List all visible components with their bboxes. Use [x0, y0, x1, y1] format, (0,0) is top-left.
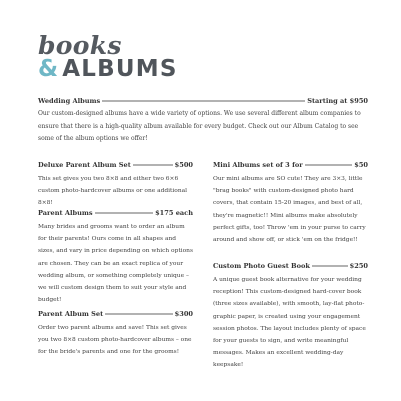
item-description: A unique guest book alternative for your wedding reception! This custom-designed hard-cover book (three sizes available), with smooth, lay-flat photo-graphic paper, is created using your engagement session photos. The layout includes plenty of space for your guests to sign, and write meaningful messages. Makes an excellent wedding-day keepsake! [213, 277, 366, 369]
wedding-albums-price: Starting at $950 [307, 97, 368, 105]
leader-line [305, 165, 352, 166]
leader-line [95, 213, 153, 214]
leader-line [102, 101, 305, 102]
item-title: Deluxe Parent Album Set [38, 161, 131, 169]
item-heading [38, 209, 193, 217]
page-title-albums [38, 58, 178, 81]
item-heading [213, 262, 368, 270]
item-heading [38, 161, 193, 169]
item-price: $300 [174, 310, 193, 318]
ampersand: & [38, 56, 60, 82]
wedding-albums-heading [38, 97, 368, 105]
parent-album-set [38, 310, 193, 359]
item-title: Parent Album Set [38, 310, 104, 318]
item-price: $175 each [155, 209, 193, 217]
leader-line [312, 266, 348, 267]
item-price: $250 [349, 262, 368, 270]
item-price: $500 [174, 161, 193, 169]
item-description: Many brides and grooms want to order an album for their parents! Ours come in all shapes and sizes, and vary in price depending on which options are chosen. They can be an exact replica of your wedding album, or something completely unique – we will custom design them to suit your style and budget! [38, 224, 193, 304]
item-description: This set gives you two 8×8 and either two 6×6 custom photo-hardcover albums or one additional 8×8! [38, 176, 188, 207]
item-description: Our mini albums are SO cute! They are 3×3, little "brag books" with custom-designed photo hard covers, that contain 15-20 images, and best of all, they're magnetic!! Mini albums make absolutely perfect gifts, too! Throw 'em in your purse to carry around and show off, or stick 'em on the fridge!! [213, 176, 366, 244]
page-title-albums-word: ALBUMS [62, 56, 178, 82]
item-title: Parent Albums [38, 209, 93, 217]
mini-albums-set [213, 161, 368, 246]
item-price: $50 [354, 161, 368, 169]
item-heading [38, 310, 193, 318]
item-title: Custom Photo Guest Book [213, 262, 310, 270]
leader-line [105, 314, 172, 315]
wedding-albums-title: Wedding Albums [38, 97, 101, 105]
leader-line [133, 165, 173, 166]
wedding-albums-description: Our custom-designed albums have a wide variety of options. We use several different album companies to ensure that there is a high-quality album available for every budget. Check out our Album Catalog to see some of the album options we offer! [38, 110, 361, 142]
parent-albums [38, 209, 193, 306]
page-title-books: books [38, 31, 122, 60]
item-description: Order two parent albums and save! This set gives you two 8×8 custom photo-hardcover albums – one for the bride's parents and one for the grooms! [38, 325, 192, 356]
item-title: Mini Albums set of 3 for [213, 161, 303, 169]
deluxe-parent-album-set [38, 161, 193, 210]
item-heading [213, 161, 368, 169]
custom-photo-guest-book [213, 262, 368, 372]
